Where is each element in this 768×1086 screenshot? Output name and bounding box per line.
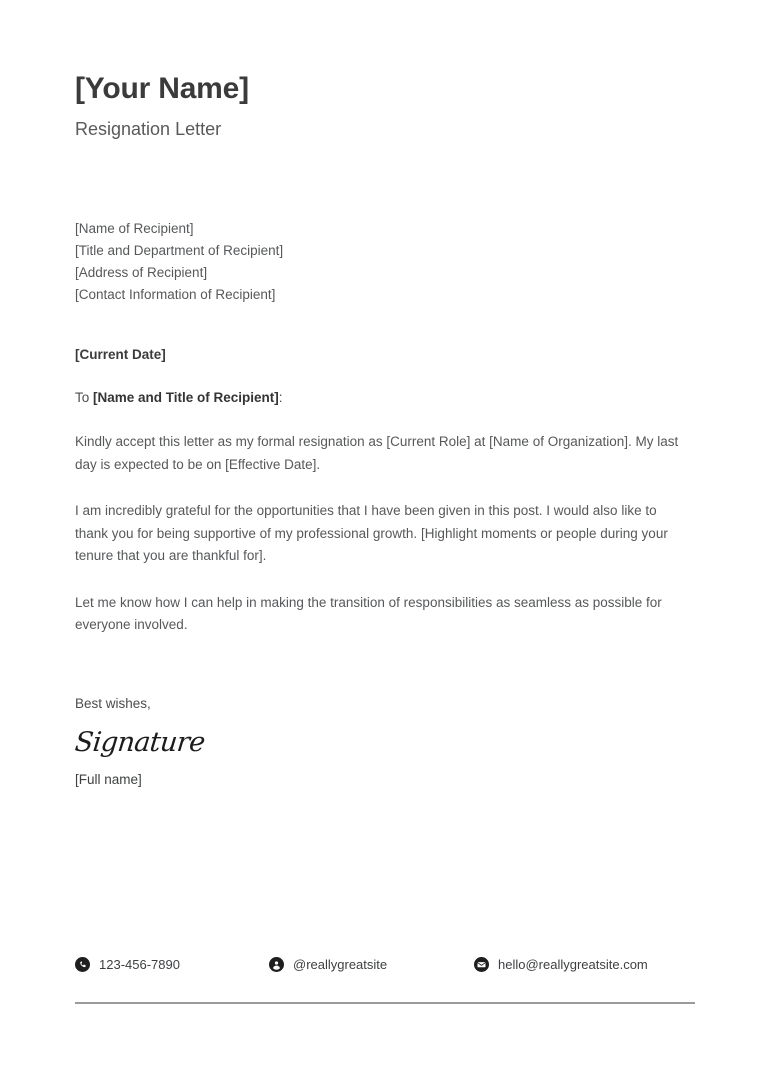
recipient-address-block xyxy=(75,218,685,306)
footer-row xyxy=(75,952,695,976)
salutation-prefix: To xyxy=(75,390,94,406)
footer-phone-item xyxy=(75,957,269,972)
profile-icon xyxy=(269,957,284,972)
footer-contact-strip xyxy=(75,952,695,976)
envelope-icon xyxy=(474,957,489,972)
body-paragraph: Let me know how I can help in making the transition of responsibilities as seamless as possible for everyone involved. xyxy=(75,594,662,633)
signer-full-name: [Full name] xyxy=(75,771,142,787)
salutation-suffix: : xyxy=(278,390,283,406)
letter-content xyxy=(75,0,685,790)
page-title: [Your Name] xyxy=(75,72,249,105)
footer-social-value: @reallygreatsite xyxy=(293,956,388,972)
footer-email-value: hello@reallygreatsite.com xyxy=(498,956,648,972)
letter-header xyxy=(75,0,685,140)
closing-block xyxy=(75,693,685,790)
salutation xyxy=(75,387,685,409)
recipient-title-line: [Title and Department of Recipient] xyxy=(75,243,284,259)
valediction: Best wishes, xyxy=(75,695,151,711)
body-paragraph: Kindly accept this letter as my formal resignation as [Current Role] at [Name of Organization]. My last day is expected to be on [Effective Date]. xyxy=(75,434,679,472)
document-subtitle: Resignation Letter xyxy=(75,118,222,139)
recipient-name-line: [Name of Recipient] xyxy=(75,221,194,237)
phone-icon xyxy=(75,957,90,972)
salutation-recipient-name: [Name and Title of Recipient] xyxy=(93,390,279,406)
recipient-contact-line: [Contact Information of Recipient] xyxy=(75,287,276,303)
footer-email-item xyxy=(474,957,695,972)
body-paragraph: I am incredibly grateful for the opportunities that I have been given in this post. I would also like to thank you for being supportive of my professional growth. [Highlight moments or people during your tenure that you are thankful for]. xyxy=(75,503,668,564)
recipient-address-line: [Address of Recipient] xyxy=(75,265,208,281)
current-date: [Current Date] xyxy=(75,347,166,363)
signature-mark: Signature xyxy=(73,726,207,758)
footer-social-item xyxy=(269,957,474,972)
footer-divider xyxy=(75,1002,695,1004)
footer-phone-value: 123-456-7890 xyxy=(99,956,180,972)
